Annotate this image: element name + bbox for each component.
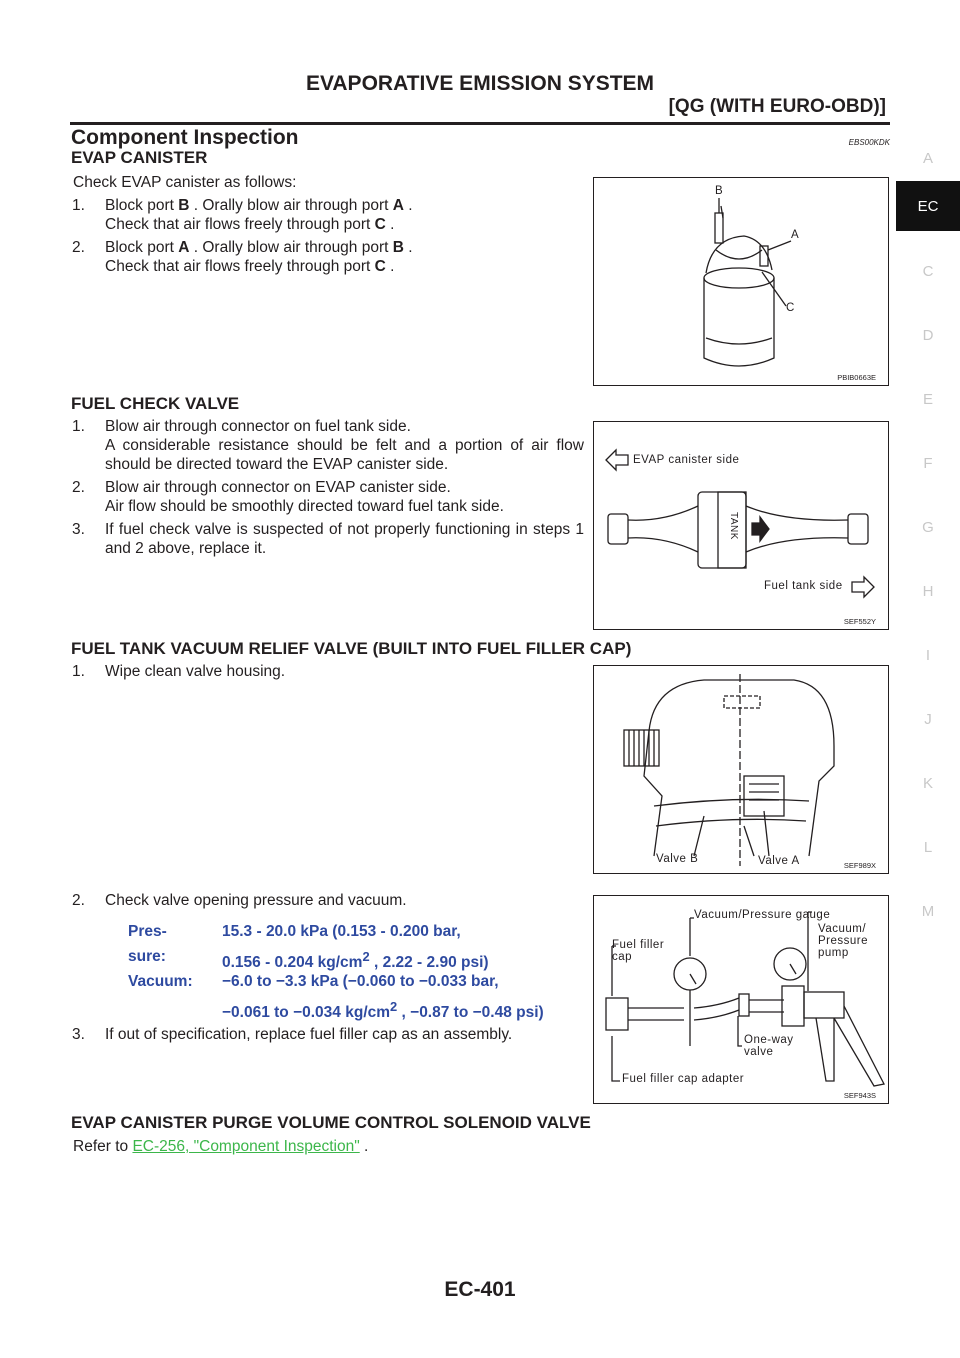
page-header-subtitle: [QG (WITH EURO-OBD)] [668, 96, 886, 117]
filler-cap-figure [593, 665, 889, 874]
label-line: pump [818, 947, 849, 959]
reference-text: . [359, 1138, 369, 1155]
fuel-tank-side-label: Fuel tank side [764, 580, 843, 592]
adapter-label: Fuel filler cap adapter [622, 1073, 745, 1085]
relief-valve-heading: FUEL TANK VACUUM RELIEF VALVE (BUILT INTO FUEL FILLER CAP) [71, 639, 632, 658]
step-text: Air flow should be smoothly directed toward fuel tank side. [105, 498, 504, 515]
step-text: Block port [105, 239, 179, 256]
step-number: 1. [72, 418, 85, 435]
port-label: B [178, 197, 190, 214]
step-text: Block port [105, 197, 179, 214]
step-text: Blow air through connector on fuel tank side. [105, 418, 411, 435]
valve-b-label: Valve B [656, 853, 699, 865]
step-text: . [403, 197, 413, 214]
side-tab-index [896, 140, 960, 943]
side-tab[interactable]: H [922, 582, 934, 600]
port-label: C [374, 258, 386, 275]
figure-code: SEF943S [843, 1091, 876, 1100]
side-tab[interactable]: I [925, 646, 931, 664]
spec-exponent: 2 [362, 949, 370, 964]
canister-drawing [594, 178, 890, 387]
side-tab[interactable]: D [922, 326, 934, 344]
fcv-step-1 [72, 417, 584, 474]
page-number: EC-401 [444, 1278, 516, 1301]
evap-step-2 [72, 238, 584, 276]
rv-step-3 [72, 1025, 584, 1044]
reference-text: Refer to [73, 1138, 133, 1155]
step-text: . Orally blow air through port [189, 239, 393, 256]
port-c-label: C [786, 302, 795, 314]
pressure-spec-label [128, 919, 167, 969]
step-text: . [385, 216, 395, 233]
spec-exponent: 2 [390, 999, 398, 1014]
fcv-step-2 [72, 478, 584, 516]
port-label: A [392, 197, 404, 214]
spec-value: 0.156 - 0.204 kg/cm [222, 954, 363, 972]
filler-cap-label [612, 939, 664, 963]
side-tab[interactable]: K [922, 774, 933, 792]
port-a-label: A [791, 229, 800, 241]
spec-value: , 2.22 - 2.90 psi) [369, 954, 489, 972]
rv-step-1 [72, 662, 584, 681]
step-text: Check that air flows freely through port [105, 258, 375, 275]
purge-valve-reference [73, 1137, 368, 1156]
step-number: 2. [72, 239, 85, 256]
step-number: 2. [72, 892, 85, 909]
spec-value: −6.0 to −3.3 kPa (−0.060 to −0.033 bar, [222, 973, 499, 990]
port-label: A [178, 239, 190, 256]
spec-value: −0.061 to −0.034 kg/cm [222, 1004, 391, 1022]
step-number: 3. [72, 1026, 85, 1043]
step-text: . [385, 258, 395, 275]
evap-canister-intro: Check EVAP canister as follows: [73, 174, 297, 191]
spec-label: Pres- [128, 923, 167, 940]
step-number: 1. [72, 663, 85, 680]
side-tab[interactable]: C [922, 262, 934, 280]
label-line: cap [612, 951, 633, 963]
fuel-check-valve-heading: FUEL CHECK VALVE [71, 394, 240, 413]
spec-value: , −0.87 to −0.48 psi) [397, 1004, 544, 1022]
rv-step-2 [72, 891, 584, 910]
filler-cap-drawing [594, 666, 890, 875]
evap-canister-figure [593, 177, 889, 386]
side-tab-active[interactable]: EC [896, 181, 960, 231]
side-tab[interactable]: G [922, 518, 934, 536]
label-line: valve [744, 1046, 774, 1058]
step-text: If out of specification, replace fuel filler cap as an assembly. [105, 1026, 513, 1043]
section-code: EBS00KDK [848, 138, 890, 147]
tank-marking: TANK [728, 512, 739, 540]
evap-step-1 [72, 196, 584, 234]
header-rule [70, 122, 890, 125]
gauge-label: Vacuum/Pressure gauge [694, 909, 831, 921]
spec-label: sure: [128, 948, 166, 965]
side-tab[interactable]: M [921, 902, 935, 920]
step-number: 2. [72, 479, 85, 496]
valve-a-label: Valve A [758, 855, 800, 867]
evap-canister-side-label: EVAP canister side [633, 454, 740, 466]
pressure-test-figure [593, 895, 889, 1104]
page-header-title: EVAPORATIVE EMISSION SYSTEM [305, 72, 655, 95]
step-text: Check valve opening pressure and vacuum. [105, 892, 407, 909]
side-tab[interactable]: L [923, 838, 933, 856]
fuel-check-valve-figure [593, 421, 889, 630]
side-tab[interactable]: J [924, 710, 932, 728]
port-b-label: B [715, 185, 724, 197]
step-number: 3. [72, 521, 85, 538]
step-text: If fuel check valve is suspected of not properly functioning in steps 1 and 2 above, replace it. [105, 521, 584, 557]
side-tab[interactable]: F [923, 454, 933, 472]
spec-value: 15.3 - 20.0 kPa (0.153 - 0.200 bar, [222, 923, 461, 940]
figure-code: SEF989X [843, 861, 876, 870]
section-title: Component Inspection [71, 126, 299, 149]
pump-label [818, 923, 868, 959]
label-line: One-way [744, 1034, 794, 1046]
figure-code: SEF552Y [843, 617, 876, 626]
fcv-step-3 [72, 520, 584, 558]
component-inspection-link[interactable]: EC-256, "Component Inspection" [132, 1138, 360, 1155]
vacuum-spec-value [222, 969, 544, 1025]
step-text: Check that air flows freely through port [105, 216, 375, 233]
step-text: Blow air through connector on EVAP canister side. [105, 479, 451, 496]
step-text: . Orally blow air through port [189, 197, 393, 214]
label-line: Vacuum/ [818, 923, 867, 935]
step-text: . [403, 239, 413, 256]
vacuum-spec-label: Vacuum: [128, 973, 193, 990]
step-text: A considerable resistance should be felt and a portion of air flow should be directed toward the EVAP canister side. [105, 437, 584, 473]
side-tab[interactable]: E [922, 390, 933, 408]
one-way-valve-label [744, 1034, 794, 1058]
figure-code: PBIB0663E [837, 373, 876, 382]
label-line: Pressure [818, 935, 869, 947]
port-label: C [374, 216, 386, 233]
evap-canister-heading: EVAP CANISTER [71, 148, 208, 167]
port-label: B [392, 239, 404, 256]
purge-valve-heading: EVAP CANISTER PURGE VOLUME CONTROL SOLENOID VALVE [71, 1113, 591, 1132]
side-tab[interactable]: A [922, 149, 933, 167]
step-text: Wipe clean valve housing. [105, 663, 286, 680]
pressure-spec-value [222, 919, 489, 975]
label-line: Fuel filler [612, 939, 665, 951]
step-number: 1. [72, 197, 85, 214]
